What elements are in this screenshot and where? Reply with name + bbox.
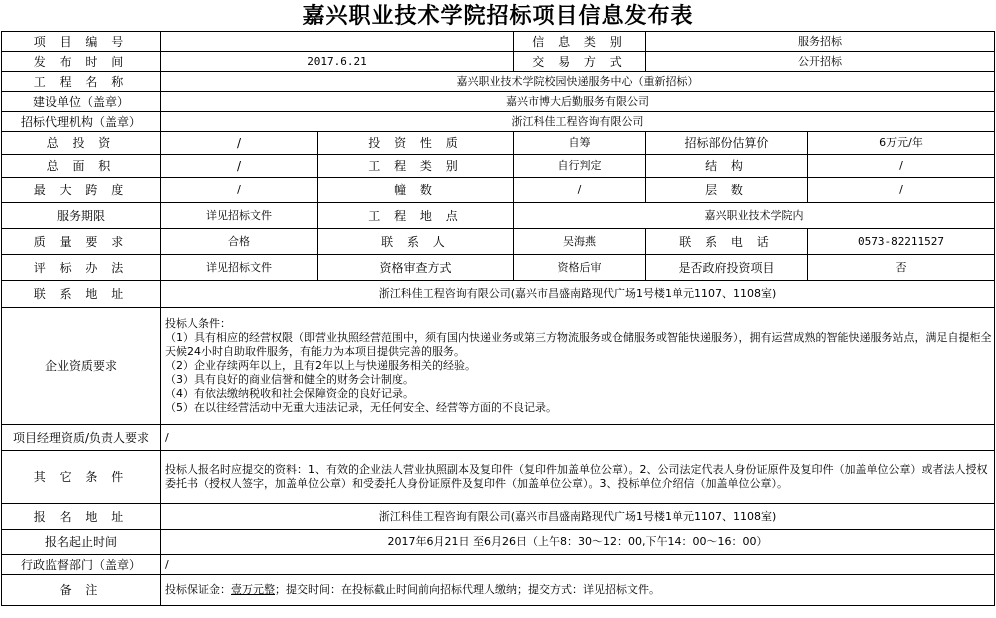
- label-building-count: 幢 数: [318, 178, 514, 203]
- value-evaluation-method: 详见招标文件: [161, 255, 318, 281]
- qualification-line-4: （4）有依法缴纳税收和社会保障资金的良好记录。: [165, 387, 414, 400]
- value-project-name: 嘉兴职业技术学院校园快递服务中心（重新招标）: [161, 72, 995, 92]
- label-agency: 招标代理机构（盖章）: [2, 112, 161, 132]
- value-qualification-req: [161, 308, 995, 425]
- value-contact-address: 浙江科佳工程咨询有限公司(嘉兴市昌盛南路现代广场1号楼1单元1107、1108室): [161, 281, 995, 308]
- label-project-location: 工 程 地 点: [318, 203, 514, 229]
- value-registration-address: 浙江科佳工程咨询有限公司(嘉兴市昌盛南路现代广场1号楼1单元1107、1108室): [161, 504, 995, 530]
- remarks-suffix: ；提交时间：在投标截止时间前向招标代理人缴纳；提交方式：详见招标文件。: [275, 583, 660, 596]
- label-evaluation-method: 评 标 办 法: [2, 255, 161, 281]
- label-total-area: 总 面 积: [2, 155, 161, 178]
- label-qualification-req: 企业资质要求: [2, 308, 161, 425]
- value-info-type: 服务招标: [646, 32, 995, 52]
- value-agency: 浙江科佳工程咨询有限公司: [161, 112, 995, 132]
- page-title: 嘉兴职业技术学院招标项目信息发布表: [302, 3, 694, 29]
- value-service-period: 详见招标文件: [161, 203, 318, 229]
- value-project-location: 嘉兴职业技术学院内: [514, 203, 995, 229]
- qualification-line-1: （1）具有相应的经营权限（即营业执照经营范围中，须有国内快递业务或第三方物流服务或仓储服务或智能快递服务），拥有运营成熟的智能快递服务站点，满足自提柜全天候24小时自助取件服务，有能力为本项目提供完善的服务。: [165, 331, 992, 358]
- value-structure: /: [808, 155, 995, 178]
- value-max-span: /: [161, 178, 318, 203]
- label-contact-person: 联 系 人: [318, 229, 514, 255]
- label-max-span: 最 大 跨 度: [2, 178, 161, 203]
- label-total-investment: 总 投 资: [2, 132, 161, 155]
- label-structure: 结 构: [646, 155, 808, 178]
- value-manager-req: /: [161, 425, 995, 451]
- label-manager-req: 项目经理资质/负责人要求: [2, 425, 161, 451]
- label-gov-investment: 是否政府投资项目: [646, 255, 808, 281]
- qualification-line-5: （5）在以往经营活动中无重大违法记录，无任何安全、经营等方面的不良记录。: [165, 401, 557, 414]
- remarks-prefix: 投标保证金：: [165, 583, 231, 596]
- value-other-conditions: 投标人报名时应提交的资料：1、有效的企业法人营业执照副本及复印件（复印件加盖单位公章）。2、公司法定代表人身份证原件及复印件（加盖单位公章）或者法人授权委托书（授权人签字，加盖单位公章）和受委托人身份证原件及复印件（加盖单位公章）。3、投标单位介绍信（加盖单位公章）。: [161, 451, 995, 504]
- qualification-line-3: （3）具有良好的商业信誉和健全的财务会计制度。: [165, 373, 414, 386]
- label-trade-method: 交 易 方 式: [514, 52, 646, 72]
- label-publish-time: 发 布 时 间: [2, 52, 161, 72]
- value-quality: 合格: [161, 229, 318, 255]
- label-contact-address: 联 系 地 址: [2, 281, 161, 308]
- value-qualification-review: 资格后审: [514, 255, 646, 281]
- label-investment-nature: 投 资 性 质: [318, 132, 514, 155]
- value-building-count: /: [514, 178, 646, 203]
- value-registration-period: 2017年6月21日 至6月26日（上午8：30～12：00,下午14：00～16：00）: [161, 530, 995, 555]
- qualification-line-2: （2）企业存续两年以上，且有2年以上与快递服务相关的经验。: [165, 359, 476, 372]
- value-total-area: /: [161, 155, 318, 178]
- label-supervision-dept: 行政监督部门（盖章）: [2, 555, 161, 575]
- label-registration-address: 报 名 地 址: [2, 504, 161, 530]
- value-project-category: 自行判定: [514, 155, 646, 178]
- value-floor-count: /: [808, 178, 995, 203]
- label-estimate-price: 招标部份估算价: [646, 132, 808, 155]
- label-project-name: 工 程 名 称: [2, 72, 161, 92]
- value-project-number: [161, 32, 514, 52]
- label-floor-count: 层 数: [646, 178, 808, 203]
- label-project-number: 项 目 编 号: [2, 32, 161, 52]
- remarks-deposit-amount: 壹万元整: [231, 583, 275, 596]
- value-supervision-dept: /: [161, 555, 995, 575]
- value-contact-phone: 0573-82211527: [808, 229, 995, 255]
- label-builder: 建设单位（盖章）: [2, 92, 161, 112]
- value-investment-nature: 自筹: [514, 132, 646, 155]
- value-gov-investment: 否: [808, 255, 995, 281]
- label-qualification-review: 资格审查方式: [318, 255, 514, 281]
- qualification-line-0: 投标人条件：: [165, 317, 231, 330]
- label-service-period: 服务期限: [2, 203, 161, 229]
- label-info-type: 信 息 类 别: [514, 32, 646, 52]
- label-quality: 质 量 要 求: [2, 229, 161, 255]
- value-trade-method: 公开招标: [646, 52, 995, 72]
- value-remarks: [161, 575, 995, 606]
- value-publish-time: 2017.6.21: [161, 52, 514, 72]
- label-project-category: 工 程 类 别: [318, 155, 514, 178]
- label-contact-phone: 联 系 电 话: [646, 229, 808, 255]
- value-total-investment: /: [161, 132, 318, 155]
- info-table: [1, 31, 995, 606]
- label-registration-period: 报名起止时间: [2, 530, 161, 555]
- value-estimate-price: 6万元/年: [808, 132, 995, 155]
- value-builder: 嘉兴市博大后勤服务有限公司: [161, 92, 995, 112]
- label-remarks: 备 注: [2, 575, 161, 606]
- value-contact-person: 吴海燕: [514, 229, 646, 255]
- label-other-conditions: 其 它 条 件: [2, 451, 161, 504]
